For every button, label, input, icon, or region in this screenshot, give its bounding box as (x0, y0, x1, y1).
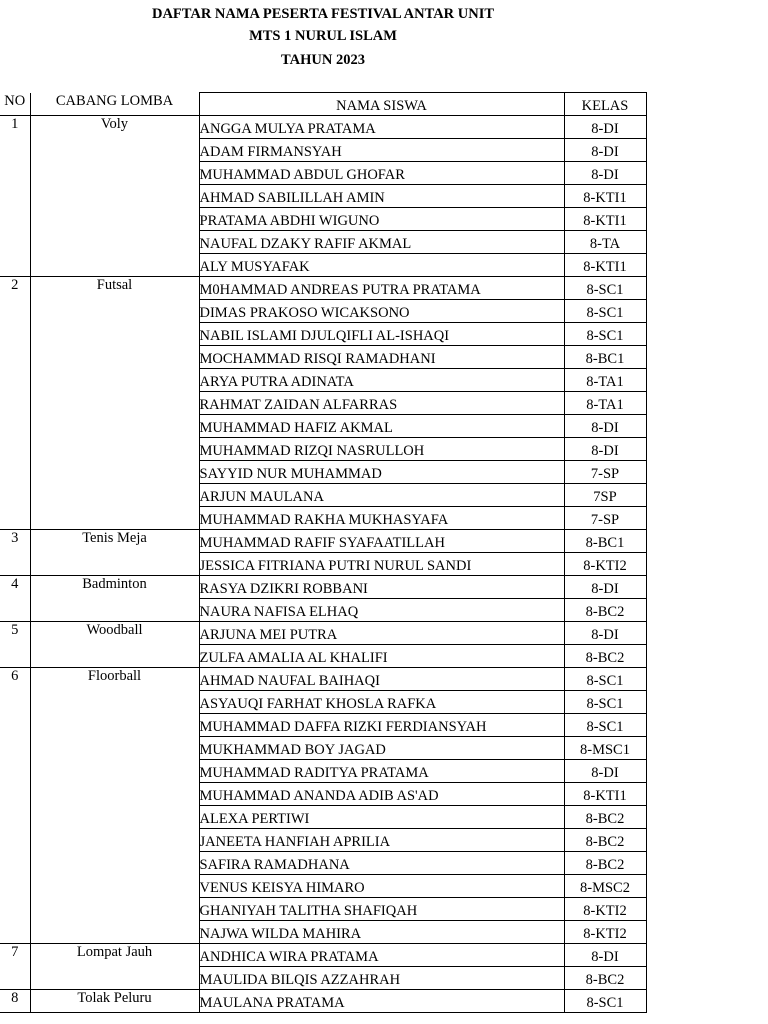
student-class: 8-SC1 (564, 323, 646, 346)
student-name: MUHAMMAD RIZQI NASRULLOH (199, 438, 564, 461)
student-name: ARJUN MAULANA (199, 484, 564, 507)
table-row (0, 277, 646, 300)
table-row (0, 622, 646, 645)
student-class: 8-SC1 (564, 691, 646, 714)
header-nama-siswa: NAMA SISWA (199, 93, 564, 116)
document-title: DAFTAR NAMA PESERTA FESTIVAL ANTAR UNIT (151, 6, 495, 22)
student-name: VENUS KEISYA HIMARO (199, 875, 564, 898)
student-class: 8-TA1 (564, 369, 646, 392)
student-class: 8-SC1 (564, 668, 646, 691)
competition-branch: Futsal (30, 277, 199, 530)
header-row (0, 93, 646, 116)
student-name: MUKHAMMAD BOY JAGAD (199, 737, 564, 760)
competition-branch: Tenis Meja (30, 530, 199, 576)
student-name: MAULANA PRATAMA (199, 990, 564, 1013)
row-number: 5 (0, 622, 30, 668)
student-name: MUHAMMAD RAKHA MUKHASYAFA (199, 507, 564, 530)
row-number: 1 (0, 116, 30, 277)
student-name: MUHAMMAD ABDUL GHOFAR (199, 162, 564, 185)
student-class: 8-KTI2 (564, 921, 646, 944)
student-name: JANEETA HANFIAH APRILIA (199, 829, 564, 852)
student-class: 8-DI (564, 760, 646, 783)
student-name: ARYA PUTRA ADINATA (199, 369, 564, 392)
competition-branch: Tolak Peluru (30, 990, 199, 1013)
student-name: GHANIYAH TALITHA SHAFIQAH (199, 898, 564, 921)
student-name: AHMAD SABILILLAH AMIN (199, 185, 564, 208)
student-name: DIMAS PRAKOSO WICAKSONO (199, 300, 564, 323)
student-class: 8-TA (564, 231, 646, 254)
student-class: 8-DI (564, 944, 646, 967)
student-name: NAURA NAFISA ELHAQ (199, 599, 564, 622)
student-class: 8-KTI1 (564, 208, 646, 231)
student-name: JESSICA FITRIANA PUTRI NURUL SANDI (199, 553, 564, 576)
student-class: 8-SC1 (564, 300, 646, 323)
student-class: 8-MSC1 (564, 737, 646, 760)
student-class: 8-KTI1 (564, 783, 646, 806)
student-name: RAHMAT ZAIDAN ALFARRAS (199, 392, 564, 415)
student-class: 8-DI (564, 415, 646, 438)
student-name: ALEXA PERTIWI (199, 806, 564, 829)
student-name: ANDHICA WIRA PRATAMA (199, 944, 564, 967)
student-class: 7-SP (564, 461, 646, 484)
student-class: 8-BC2 (564, 806, 646, 829)
header-cabang-lomba: CABANG LOMBA (30, 93, 199, 116)
student-class: 8-KTI1 (564, 254, 646, 277)
student-class: 8-SC1 (564, 990, 646, 1013)
student-class: 8-KTI2 (564, 553, 646, 576)
header-no: NO (0, 93, 30, 116)
student-name: NAJWA WILDA MAHIRA (199, 921, 564, 944)
header-kelas: KELAS (564, 93, 646, 116)
participant-table (0, 92, 647, 1013)
student-name: SAFIRA RAMADHANA (199, 852, 564, 875)
student-class: 8-DI (564, 438, 646, 461)
student-name: ARJUNA MEI PUTRA (199, 622, 564, 645)
row-number: 2 (0, 277, 30, 530)
student-class: 8-DI (564, 139, 646, 162)
student-name: NABIL ISLAMI DJULQIFLI AL-ISHAQI (199, 323, 564, 346)
table-row (0, 990, 646, 1013)
student-class: 8-DI (564, 622, 646, 645)
student-name: RASYA DZIKRI ROBBANI (199, 576, 564, 599)
student-class: 8-KTI1 (564, 185, 646, 208)
competition-branch: Floorball (30, 668, 199, 944)
row-number: 4 (0, 576, 30, 622)
student-name: NAUFAL DZAKY RAFIF AKMAL (199, 231, 564, 254)
student-name: MUHAMMAD HAFIZ AKMAL (199, 415, 564, 438)
student-name: ZULFA AMALIA AL KHALIFI (199, 645, 564, 668)
student-name: ADAM FIRMANSYAH (199, 139, 564, 162)
table-row (0, 530, 646, 553)
competition-branch: Badminton (30, 576, 199, 622)
student-name: PRATAMA ABDHI WIGUNO (199, 208, 564, 231)
student-name: MUHAMMAD RADITYA PRATAMA (199, 760, 564, 783)
student-name: ANGGA MULYA PRATAMA (199, 116, 564, 139)
student-name: ALY MUSYAFAK (199, 254, 564, 277)
student-name: MUHAMMAD RAFIF SYAFAATILLAH (199, 530, 564, 553)
row-number: 3 (0, 530, 30, 576)
table-row (0, 944, 646, 967)
student-name: MUHAMMAD DAFFA RIZKI FERDIANSYAH (199, 714, 564, 737)
table-header (0, 93, 646, 116)
student-class: 8-BC2 (564, 967, 646, 990)
student-class: 8-TA1 (564, 392, 646, 415)
student-class: 7-SP (564, 507, 646, 530)
competition-branch: Woodball (30, 622, 199, 668)
student-class: 8-SC1 (564, 714, 646, 737)
table-row (0, 668, 646, 691)
table-body (0, 116, 646, 1013)
row-number: 6 (0, 668, 30, 944)
student-class: 8-DI (564, 576, 646, 599)
student-class: 8-SC1 (564, 277, 646, 300)
student-name: MOCHAMMAD RISQI RAMADHANI (199, 346, 564, 369)
table-row (0, 576, 646, 599)
student-class: 8-BC2 (564, 599, 646, 622)
row-number: 8 (0, 990, 30, 1013)
student-class: 8-BC2 (564, 829, 646, 852)
row-number: 7 (0, 944, 30, 990)
student-class: 8-BC1 (564, 346, 646, 369)
student-name: MAULIDA BILQIS AZZAHRAH (199, 967, 564, 990)
competition-branch: Lompat Jauh (30, 944, 199, 990)
student-class: 8-MSC2 (564, 875, 646, 898)
student-name: ASYAUQI FARHAT KHOSLA RAFKA (199, 691, 564, 714)
student-class: 8-BC1 (564, 530, 646, 553)
school-name: MTS 1 NURUL ISLAM (249, 28, 397, 44)
student-name: MUHAMMAD ANANDA ADIB AS'AD (199, 783, 564, 806)
student-name: SAYYID NUR MUHAMMAD (199, 461, 564, 484)
document-year: TAHUN 2023 (281, 52, 365, 68)
student-class: 8-BC2 (564, 852, 646, 875)
student-class: 8-BC2 (564, 645, 646, 668)
student-class: 8-KTI2 (564, 898, 646, 921)
student-name: M0HAMMAD ANDREAS PUTRA PRATAMA (199, 277, 564, 300)
student-class: 7SP (564, 484, 646, 507)
table-row (0, 116, 646, 139)
competition-branch: Voly (30, 116, 199, 277)
student-name: AHMAD NAUFAL BAIHAQI (199, 668, 564, 691)
student-class: 8-DI (564, 162, 646, 185)
student-class: 8-DI (564, 116, 646, 139)
